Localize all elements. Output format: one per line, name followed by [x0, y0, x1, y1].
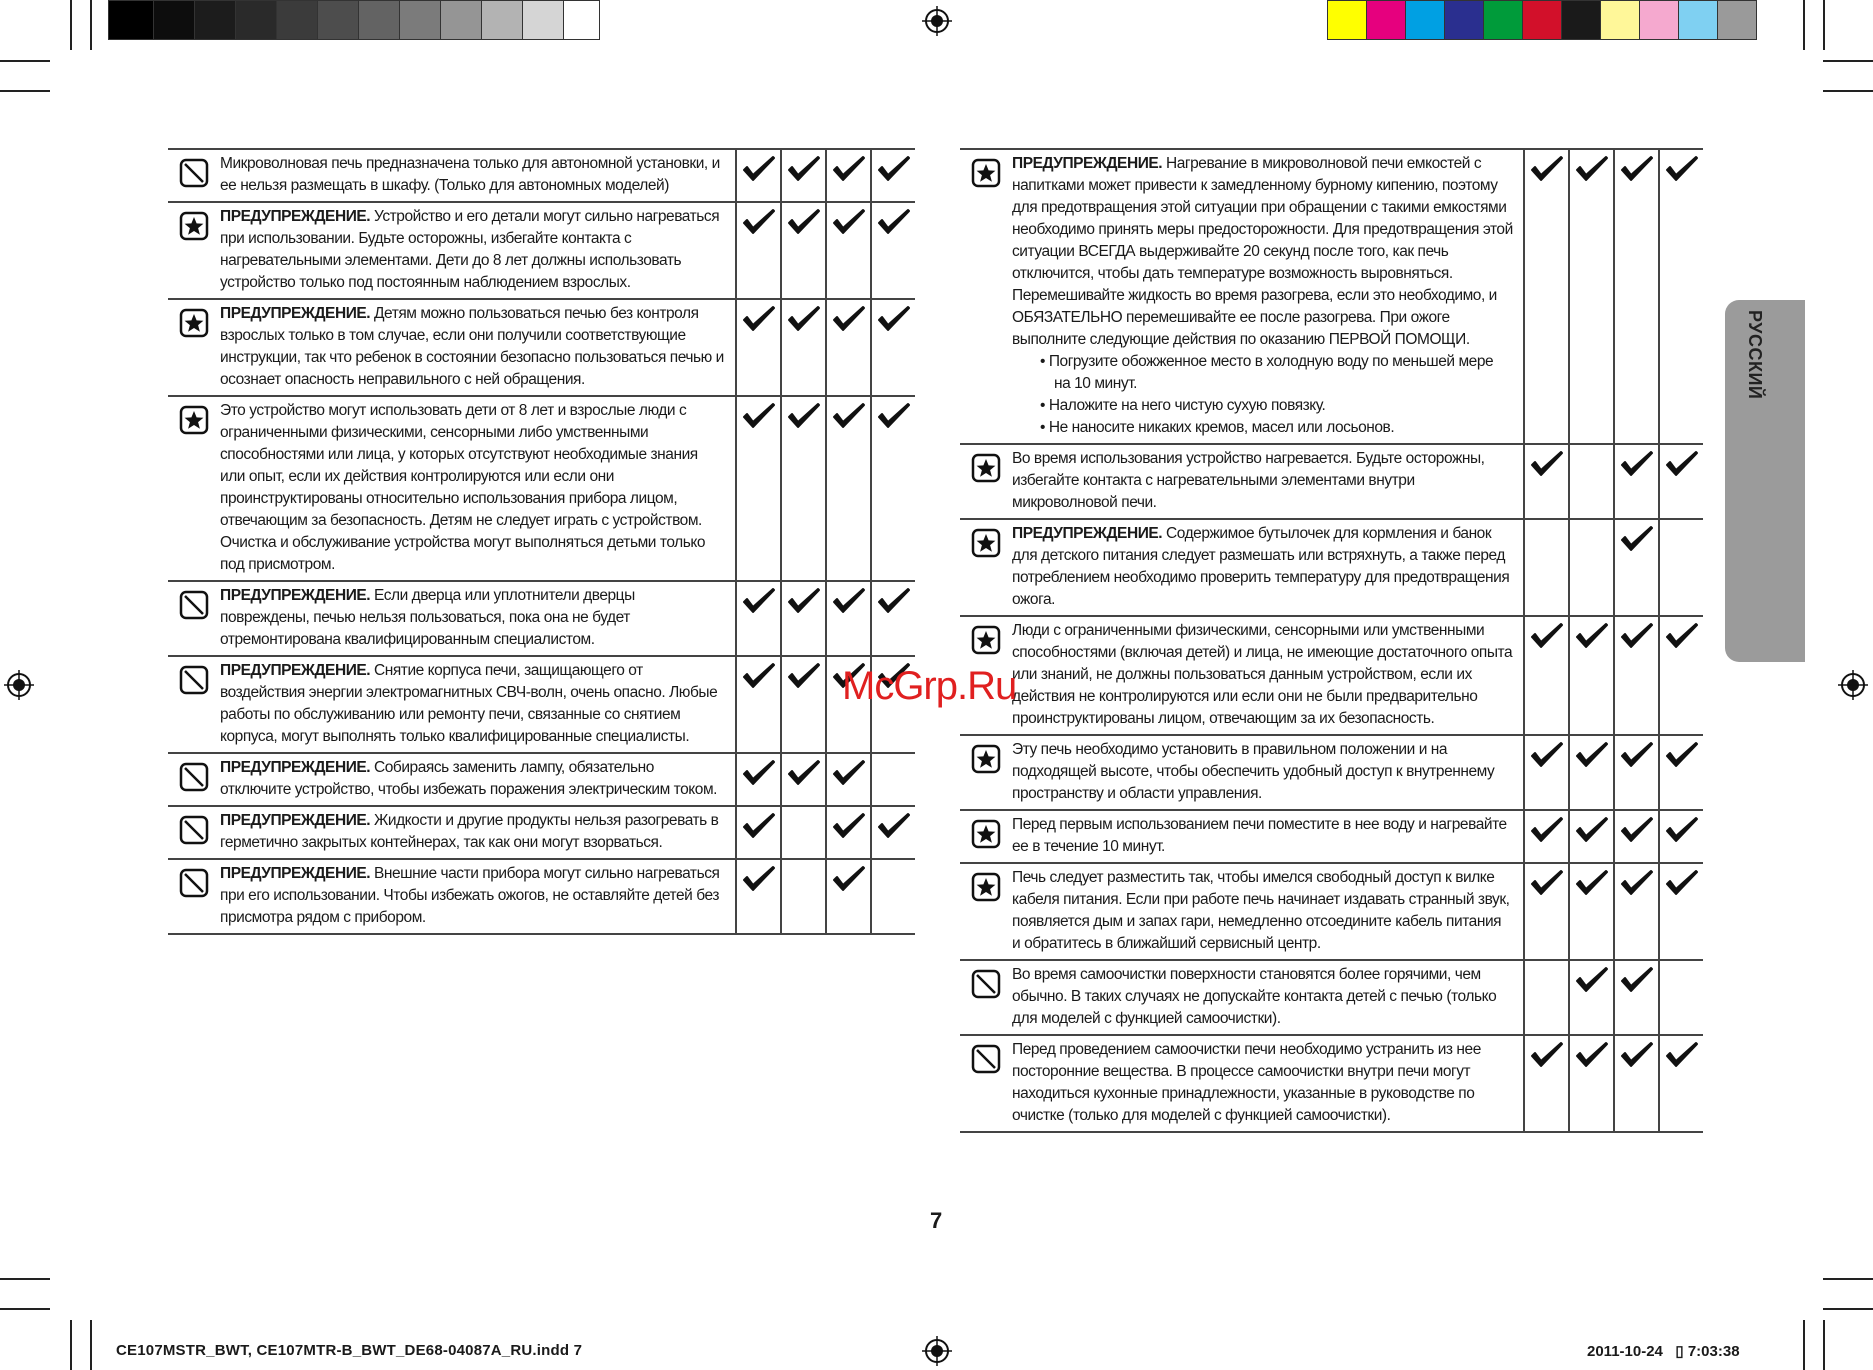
empty-cell: [1658, 961, 1703, 1034]
registration-mark-icon: [922, 6, 952, 36]
checkmark-icon: [1620, 816, 1654, 862]
table-row: [168, 860, 915, 935]
row-body: Содержимое бутылочек для кормления и банок для детского питания следует размешать или встряхнуть, а также перед потреблением необходимо проверить температуру для предотвращения ожога.: [1012, 525, 1510, 608]
checkmark-icon: [742, 812, 776, 858]
checkmark-cell: [780, 582, 825, 655]
warning-label: ПРЕДУПРЕЖДЕНИЕ.: [220, 305, 371, 322]
checkmark-cell: [1658, 1036, 1703, 1131]
checkmark-icon: [742, 865, 776, 933]
checkmark-cell: [1568, 961, 1613, 1034]
registration-mark-icon: [1838, 670, 1868, 700]
checkmark-cell: [870, 807, 915, 858]
empty-cell: [1568, 520, 1613, 615]
crop-mark: [70, 1320, 72, 1370]
empty-cell: [1568, 445, 1613, 518]
gray-swatch: [400, 0, 441, 40]
checkmark-cell: [1613, 617, 1658, 734]
checkmark-cell: [1523, 736, 1568, 809]
checkmark-icon: [832, 155, 866, 201]
row-body: Во время самоочистки поверхности становятся более горячими, чем обычно. В таких случаях не допускайте контакта детей с печью (только для моделей с функцией самоочистки).: [1012, 966, 1497, 1027]
checkmark-icon: [1620, 525, 1654, 615]
row-text: [1012, 150, 1523, 443]
checkmark-cell: [780, 657, 825, 752]
row-text: [220, 300, 735, 395]
checkmark-icon: [877, 208, 911, 298]
checkmark-cell: [1613, 811, 1658, 862]
star-icon: [960, 445, 1012, 518]
row-body: Собираясь заменить лампу, обязательно отключите устройство, чтобы избежать поражения электрическим током.: [220, 759, 718, 798]
checkmark-cell: [1568, 736, 1613, 809]
row-body: Люди с ограниченными физическими, сенсорными или умственными способностями (включая детей) и лица, не имеющие достаточного опыта или знаний, не должны пользоваться данным устройством, если их действия не контролируются или если они не были предварительно проинструктированы лицом, отвечающим за их безопасность.: [1012, 622, 1513, 727]
crop-mark: [1823, 60, 1873, 62]
registration-mark-icon: [922, 1336, 952, 1366]
row-body: Эту печь необходимо установить в правильном положении и на подходящей высоте, чтобы обеспечить удобный доступ к внутреннему пространству и области управления.: [1012, 741, 1495, 802]
row-body: Жидкости и другие продукты нельзя разогревать в герметично закрытых контейнерах, так как они могут взорваться.: [220, 812, 719, 851]
checkmark-icon: [742, 402, 776, 580]
checkmark-icon: [877, 155, 911, 201]
checkmark-cell: [1658, 736, 1703, 809]
checkmark-icon: [1620, 622, 1654, 734]
gray-swatch: [564, 0, 600, 40]
checkmark-cell: [870, 203, 915, 298]
row-body: Нагревание в микроволновой печи емкостей с напитками может привести к замедленному бурному кипению, поэтому для предотвращения этой ситуации при обращении с такими емкостями необходимо принять меры предосторожности. Для предотвращения этой ситуации ВСЕГДА выдерживайте 20 секунд после того, как печь отключится, чтобы дать температуре возможность выровняться. Перемешивайте жидкость во время разогрева, если это необходимо, и ОБЯЗАТЕЛЬНО перемешивайте ее после разогрева. При ожоге выполните следующие действия по оказанию ПЕРВОЙ ПОМОЩИ.: [1012, 155, 1513, 348]
checkmark-icon: [1665, 816, 1699, 862]
checkmark-cell: [1658, 445, 1703, 518]
crop-mark: [0, 60, 50, 62]
row-text: [220, 150, 735, 201]
color-swatch: [1484, 0, 1523, 40]
warning-label: ПРЕДУПРЕЖДЕНИЕ.: [220, 865, 371, 882]
row-body: Если дверца или уплотнители дверцы повреждены, печью нельзя пользоваться, пока она не будет отремонтирована квалифицированным специалистом.: [220, 587, 635, 648]
empty-cell: [1523, 961, 1568, 1034]
gray-swatch: [523, 0, 564, 40]
checkmark-icon: [877, 305, 911, 395]
color-calibration-bar: [1327, 0, 1757, 40]
checkmark-icon: [877, 587, 911, 655]
checkmark-icon: [1620, 869, 1654, 959]
checkmark-icon: [1620, 966, 1654, 1034]
row-body: Снятие корпуса печи, защищающего от воздействия энергии электромагнитных СВЧ-волн, очень опасно. Любые работы по обслуживанию или ремонту печи, связанные со снятием корпуса, могут выполнять только квалифицированные специалисты.: [220, 662, 718, 745]
checkmark-cell: [870, 150, 915, 201]
table-row: [168, 148, 915, 203]
checkmark-icon: [1530, 1041, 1564, 1131]
color-swatch: [1562, 0, 1601, 40]
warning-label: ПРЕДУПРЕЖДЕНИЕ.: [220, 759, 371, 776]
warning-label: ПРЕДУПРЕЖДЕНИЕ.: [1012, 155, 1163, 172]
grayscale-calibration-bar: [108, 0, 600, 40]
checkmark-cell: [870, 582, 915, 655]
row-body: Печь следует разместить так, чтобы имелся свободный доступ к вилке кабеля питания. Если при работе печь начинает издавать странный звук, появляется дым и запах гари, немедленно отсоедините кабель питания и обратитесь в ближайший сервисный центр.: [1012, 869, 1510, 952]
table-row: [960, 811, 1703, 864]
checkmark-icon: [787, 402, 821, 580]
no-entry-icon: [168, 807, 220, 858]
gray-swatch: [482, 0, 523, 40]
checkmark-cell: [870, 397, 915, 580]
table-row: [960, 445, 1703, 520]
checkmark-icon: [1575, 741, 1609, 809]
row-body: Устройство и его детали могут сильно нагреваться при использовании. Будьте осторожны, избегайте контакта с нагревательными элементами. Дети до 8 лет должны использовать устройство только под постоянным наблюдением взрослых.: [220, 208, 720, 291]
checkmark-icon: [1665, 622, 1699, 734]
row-text: [220, 754, 735, 805]
color-swatch: [1679, 0, 1718, 40]
checkmark-icon: [832, 402, 866, 580]
language-tab-label: РУССКИЙ: [1745, 310, 1765, 400]
crop-mark: [1803, 1320, 1805, 1370]
crop-mark: [0, 1308, 50, 1310]
row-text: [220, 582, 735, 655]
row-text: [220, 657, 735, 752]
checkmark-icon: [877, 402, 911, 580]
crop-mark: [1823, 0, 1825, 50]
checkmark-cell: [825, 860, 870, 933]
checkmark-cell: [780, 150, 825, 201]
checkmark-cell: [1523, 617, 1568, 734]
checkmark-cell: [1523, 445, 1568, 518]
page-number: 7: [930, 1208, 943, 1233]
color-swatch: [1367, 0, 1406, 40]
checkmark-cell: [1613, 736, 1658, 809]
star-icon: [168, 203, 220, 298]
checkmark-icon: [742, 662, 776, 752]
row-body: Микроволновая печь предназначена только для автономной установки, и ее нельзя размещать в шкафу. (Только для автономных моделей): [220, 155, 720, 194]
safety-table-right: [960, 148, 1703, 1133]
color-swatch: [1640, 0, 1679, 40]
checkmark-cell: [1568, 617, 1613, 734]
checkmark-cell: [735, 150, 780, 201]
star-icon: [960, 864, 1012, 959]
checkmark-cell: [825, 582, 870, 655]
checkmark-cell: [1613, 1036, 1658, 1131]
gray-swatch: [108, 0, 154, 40]
row-body: Это устройство могут использовать дети от 8 лет и взрослые люди с ограниченными физическими, сенсорными либо умственными способностями или лица, у которых отсутствуют необходимые знания или опыт, если их действия контролируются или если они проинструктированы относительно использования прибора лицом, отвечающим за безопасность. Детям не следует играть с устройством. Очистка и обслуживание устройства могут выполняться детьми только под присмотром.: [220, 402, 706, 573]
row-text: [1012, 1036, 1523, 1131]
warning-label: ПРЕДУПРЕЖДЕНИЕ.: [220, 662, 371, 679]
checkmark-cell: [780, 397, 825, 580]
footer-date: 2011-10-24: [1587, 1343, 1663, 1360]
table-row: [960, 961, 1703, 1036]
checkmark-cell: [1613, 864, 1658, 959]
row-text: [220, 860, 735, 933]
checkmark-icon: [1620, 450, 1654, 518]
row-body: Детям можно пользоваться печью без контроля взрослых только в том случае, если они получили соответствующие инструкции, так что ребенок в состоянии безопасно пользоваться печью и осознает опасность неправильного с ней обращения.: [220, 305, 724, 388]
table-row: [960, 148, 1703, 445]
row-body: Во время использования устройство нагревается. Будьте осторожны, избегайте контакта с нагревательными элементами внутри микроволновой печи.: [1012, 450, 1485, 511]
checkmark-icon: [832, 812, 866, 858]
checkmark-cell: [1613, 520, 1658, 615]
color-swatch: [1327, 0, 1367, 40]
empty-cell: [870, 754, 915, 805]
row-body: Перед проведением самоочистки печи необходимо устранить из нее посторонние вещества. В процессе самоочистки внутри печи могут находиться кухонные принадлежности, указанные в руководстве по очистке (только для моделей с функцией самоочистки).: [1012, 1041, 1481, 1124]
star-icon: [168, 300, 220, 395]
row-text: [1012, 811, 1523, 862]
checkmark-cell: [1568, 864, 1613, 959]
checkmark-cell: [1613, 961, 1658, 1034]
checkmark-icon: [1620, 741, 1654, 809]
checkmark-icon: [832, 759, 866, 805]
no-entry-icon: [960, 961, 1012, 1034]
footer-time: ▯ 7:03:38: [1675, 1343, 1740, 1360]
row-text: [220, 807, 735, 858]
crop-mark: [1803, 0, 1805, 50]
star-icon: [960, 811, 1012, 862]
watermark: McGrp.Ru: [842, 664, 1017, 708]
gray-swatch: [277, 0, 318, 40]
checkmark-icon: [1575, 966, 1609, 1034]
warning-label: ПРЕДУПРЕЖДЕНИЕ.: [1012, 525, 1163, 542]
checkmark-icon: [1665, 869, 1699, 959]
crop-mark: [0, 90, 50, 92]
checkmark-cell: [735, 657, 780, 752]
checkmark-cell: [735, 754, 780, 805]
footer-file-name: CE107MSTR_BWT, CE107MTR-B_BWT_DE68-04087A_RU.indd 7: [116, 1342, 583, 1359]
checkmark-cell: [735, 203, 780, 298]
checkmark-cell: [1523, 150, 1568, 443]
warning-label: ПРЕДУПРЕЖДЕНИЕ.: [220, 587, 371, 604]
table-row: [168, 397, 915, 582]
no-entry-icon: [168, 860, 220, 933]
row-text: [1012, 736, 1523, 809]
checkmark-icon: [787, 305, 821, 395]
checkmark-icon: [832, 587, 866, 655]
checkmark-cell: [1658, 811, 1703, 862]
color-swatch: [1523, 0, 1562, 40]
checkmark-cell: [735, 300, 780, 395]
checkmark-icon: [1665, 155, 1699, 443]
color-swatch: [1601, 0, 1640, 40]
empty-cell: [870, 860, 915, 933]
checkmark-cell: [1613, 150, 1658, 443]
color-swatch: [1445, 0, 1484, 40]
checkmark-icon: [1575, 869, 1609, 959]
safety-table-left: [168, 148, 915, 935]
checkmark-icon: [787, 208, 821, 298]
crop-mark: [90, 0, 92, 50]
star-icon: [960, 736, 1012, 809]
checkmark-cell: [1658, 864, 1703, 959]
crop-mark: [70, 0, 72, 50]
checkmark-cell: [780, 754, 825, 805]
table-row: [960, 736, 1703, 811]
empty-cell: [1658, 520, 1703, 615]
empty-cell: [780, 860, 825, 933]
checkmark-cell: [1613, 445, 1658, 518]
checkmark-cell: [1568, 811, 1613, 862]
checkmark-cell: [1568, 150, 1613, 443]
checkmark-icon: [1665, 450, 1699, 518]
checkmark-icon: [1575, 622, 1609, 734]
checkmark-icon: [1575, 816, 1609, 862]
footer-timestamp: [1587, 1342, 1740, 1360]
bullet-item: • Погрузите обожженное место в холодную воду по меньшей мере на 10 минут.: [1040, 353, 1494, 392]
checkmark-icon: [877, 812, 911, 858]
crop-mark: [0, 1278, 50, 1280]
gray-swatch: [359, 0, 400, 40]
checkmark-cell: [1568, 1036, 1613, 1131]
checkmark-cell: [1523, 864, 1568, 959]
checkmark-cell: [825, 203, 870, 298]
checkmark-icon: [1530, 869, 1564, 959]
row-text: [1012, 617, 1523, 734]
checkmark-icon: [1575, 1041, 1609, 1131]
checkmark-icon: [1530, 450, 1564, 518]
checkmark-icon: [1530, 155, 1564, 443]
gray-swatch: [154, 0, 195, 40]
empty-cell: [780, 807, 825, 858]
empty-cell: [1523, 520, 1568, 615]
bullet-item: • Наложите на него чистую сухую повязку.: [1040, 397, 1326, 414]
table-row: [168, 754, 915, 807]
checkmark-icon: [742, 305, 776, 395]
gray-swatch: [236, 0, 277, 40]
crop-mark: [1823, 90, 1873, 92]
no-entry-icon: [168, 582, 220, 655]
checkmark-cell: [735, 860, 780, 933]
checkmark-cell: [825, 754, 870, 805]
checkmark-cell: [825, 807, 870, 858]
checkmark-icon: [1665, 1041, 1699, 1131]
registration-mark-icon: [4, 670, 34, 700]
checkmark-icon: [787, 759, 821, 805]
gray-swatch: [318, 0, 359, 40]
checkmark-cell: [1658, 617, 1703, 734]
checkmark-cell: [780, 300, 825, 395]
crop-mark: [1823, 1320, 1825, 1370]
table-row: [960, 1036, 1703, 1133]
checkmark-icon: [787, 662, 821, 752]
checkmark-cell: [825, 397, 870, 580]
checkmark-cell: [735, 582, 780, 655]
checkmark-icon: [832, 865, 866, 933]
row-text: [1012, 864, 1523, 959]
table-row: [960, 617, 1703, 736]
checkmark-icon: [1665, 741, 1699, 809]
checkmark-cell: [780, 203, 825, 298]
checkmark-cell: [1523, 1036, 1568, 1131]
checkmark-icon: [1620, 155, 1654, 443]
warning-label: ПРЕДУПРЕЖДЕНИЕ.: [220, 208, 371, 225]
crop-mark: [1823, 1278, 1873, 1280]
checkmark-icon: [1530, 622, 1564, 734]
checkmark-cell: [825, 150, 870, 201]
no-entry-icon: [960, 1036, 1012, 1131]
warning-label: ПРЕДУПРЕЖДЕНИЕ.: [220, 812, 371, 829]
table-row: [168, 807, 915, 860]
row-text: [1012, 961, 1523, 1034]
no-entry-icon: [168, 754, 220, 805]
checkmark-icon: [787, 155, 821, 201]
row-text: [1012, 445, 1523, 518]
table-row: [168, 657, 915, 754]
checkmark-icon: [742, 759, 776, 805]
row-body: Внешние части прибора могут сильно нагреваться при его использовании. Чтобы избежать ожогов, не оставляйте детей без присмотра рядом с прибором.: [220, 865, 720, 926]
checkmark-cell: [1523, 811, 1568, 862]
checkmark-icon: [742, 155, 776, 201]
gray-swatch: [195, 0, 236, 40]
crop-mark: [1823, 1308, 1873, 1310]
table-row: [168, 203, 915, 300]
table-row: [960, 864, 1703, 961]
checkmark-icon: [832, 208, 866, 298]
checkmark-icon: [1530, 741, 1564, 809]
table-row: [960, 520, 1703, 617]
checkmark-icon: [742, 208, 776, 298]
checkmark-cell: [735, 397, 780, 580]
checkmark-icon: [1575, 155, 1609, 443]
star-icon: [168, 397, 220, 580]
no-entry-icon: [168, 150, 220, 201]
row-body: Перед первым использованием печи поместите в нее воду и нагревайте ее в течение 10 минут.: [1012, 816, 1507, 855]
row-text: [220, 397, 735, 580]
gray-swatch: [441, 0, 482, 40]
table-row: [168, 300, 915, 397]
row-text: [220, 203, 735, 298]
checkmark-icon: [832, 305, 866, 395]
row-text: [1012, 520, 1523, 615]
checkmark-cell: [735, 807, 780, 858]
checkmark-cell: [825, 300, 870, 395]
star-icon: [960, 150, 1012, 443]
checkmark-cell: [1658, 150, 1703, 443]
color-swatch: [1406, 0, 1445, 40]
checkmark-icon: [1620, 1041, 1654, 1131]
checkmark-icon: [742, 587, 776, 655]
checkmark-icon: [1530, 816, 1564, 862]
table-row: [168, 582, 915, 657]
color-swatch: [1718, 0, 1757, 40]
checkmark-icon: [787, 587, 821, 655]
crop-mark: [90, 1320, 92, 1370]
no-entry-icon: [168, 657, 220, 752]
bullet-item: • Не наносите никаких кремов, масел или лосьонов.: [1040, 419, 1395, 436]
checkmark-cell: [870, 300, 915, 395]
star-icon: [960, 520, 1012, 615]
